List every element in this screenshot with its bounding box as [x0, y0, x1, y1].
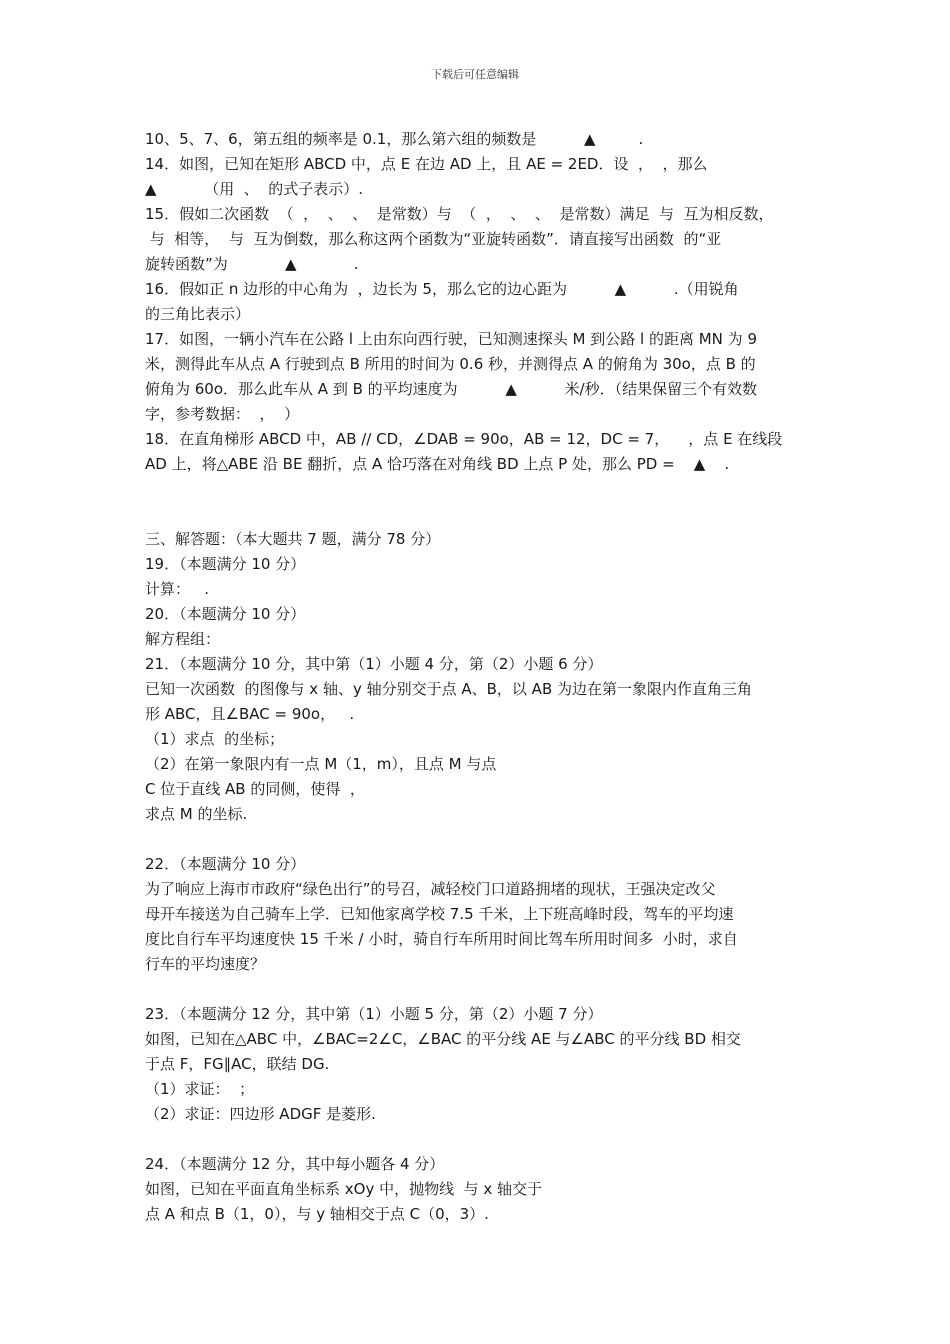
text-line: 与 相等， 与 互为倒数，那么称这两个函数为“亚旋转函数”．请直接写出函数 的“亚	[145, 230, 722, 248]
page-header: 下载后可任意编辑	[431, 68, 519, 81]
fill-in-questions	[145, 127, 815, 477]
text-line: 15．假如二次函数 （ ， 、 、 是常数）与 （ ， 、 、 是常数）满足 与 互为相反数，	[145, 205, 774, 223]
text-line: 行车的平均速度？	[145, 955, 266, 973]
text-line: 度比自行车平均速度快 15 千米 / 小时，骑自行车所用时间比驾车所用时间多 小时，求自	[145, 930, 738, 948]
document-body	[145, 127, 815, 1227]
text-line: 点 A 和点 B（1，0），与 y 轴相交于点 C（0，3）.	[145, 1205, 489, 1223]
section-title: 三、解答题：（本大题共 7 题，满分 78 分）	[145, 530, 441, 548]
question-23	[145, 1002, 815, 1127]
text-line: （2）求证：四边形 ADGF 是菱形.	[145, 1105, 376, 1123]
text-line: 计算： .	[145, 580, 210, 598]
text-line: 19．（本题满分 10 分）	[145, 555, 306, 573]
text-line: 于点 F，FG∥AC，联结 DG.	[145, 1055, 330, 1073]
text-line: 23．（本题满分 12 分，其中第（1）小题 5 分，第（2）小题 7 分）	[145, 1005, 603, 1023]
text-line: 16．假如正 n 边形的中心角为 ，边长为 5，那么它的边心距为 ▲ .（用锐角	[145, 280, 739, 298]
spacer	[145, 977, 815, 1002]
text-line: 俯角为 60o．那么此车从 A 到 B 的平均速度为 ▲ 米/秒．（结果保留三个有效数	[145, 380, 758, 398]
text-line: 如图，已知在平面直角坐标系 xOy 中，抛物线 与 x 轴交于	[145, 1180, 543, 1198]
text-line: （2）在第一象限内有一点 M（1，m），且点 M 与点	[145, 755, 497, 773]
text-line: 如图，已知在△ABC 中，∠BAC=2∠C，∠BAC 的平分线 AE 与∠ABC 的平分线 BD 相交	[145, 1030, 741, 1048]
text-line: 为了响应上海市市政府“绿色出行”的号召，减轻校门口道路拥堵的现状，王强决定改父	[145, 880, 716, 898]
text-line: 17．如图，一辆小汽车在公路 l 上由东向西行驶，已知测速探头 M 到公路 l 的距离 MN 为 9	[145, 330, 757, 348]
text-line: 20．（本题满分 10 分）	[145, 605, 306, 623]
text-line: 22．（本题满分 10 分）	[145, 855, 306, 873]
text-line: 母开车接送为自己骑车上学．已知他家离学校 7.5 千米，上下班高峰时段，驾车的平均速	[145, 905, 734, 923]
solution-section	[145, 527, 815, 827]
text-line: 字，参考数据： ， ）	[145, 405, 300, 423]
text-line: 已知一次函数 的图像与 x 轴、y 轴分别交于点 A、B，以 AB 为边在第一象限内作直角三角	[145, 680, 753, 698]
question-22	[145, 852, 815, 977]
text-line: （1）求证： ；	[145, 1080, 255, 1098]
text-line: 10、5、7、6，第五组的频率是 0.1，那么第六组的频数是 ▲ .	[145, 130, 644, 148]
text-line: 21．（本题满分 10 分，其中第（1）小题 4 分，第（2）小题 6 分）	[145, 655, 603, 673]
text-line: 的三角比表示）	[145, 305, 251, 323]
spacer	[145, 827, 815, 852]
text-line: 米，测得此车从点 A 行驶到点 B 所用的时间为 0.6 秒，并测得点 A 的俯角为 30o，点 B 的	[145, 355, 756, 373]
text-line: 旋转函数”为 ▲ .	[145, 255, 359, 273]
spacer	[145, 1127, 815, 1152]
text-line: （1）求点 的坐标；	[145, 730, 285, 748]
question-24	[145, 1152, 815, 1227]
text-line: 解方程组：	[145, 630, 221, 648]
text-line: 求点 M 的坐标.	[145, 805, 248, 823]
text-line: ▲ （用 、 的式子表示）.	[145, 180, 364, 198]
text-line: 形 ABC，且∠BAC = 90o， .	[145, 705, 355, 723]
text-line: 14．如图，已知在矩形 ABCD 中，点 E 在边 AD 上，且 AE = 2ED．设 ， ，那么	[145, 155, 708, 173]
text-line: 18．在直角梯形 ABCD 中，AB // CD，∠DAB = 90o，AB = 12，DC = 7， ，点 E 在线段	[145, 430, 783, 448]
text-line: AD 上，将△ABE 沿 BE 翻折，点 A 恰巧落在对角线 BD 上点 P 处，那么 PD = ▲ .	[145, 455, 730, 473]
text-line: C 位于直线 AB 的同侧，使得 ，	[145, 780, 365, 798]
spacer	[145, 477, 815, 527]
text-line: 24．（本题满分 12 分，其中每小题各 4 分）	[145, 1155, 445, 1173]
